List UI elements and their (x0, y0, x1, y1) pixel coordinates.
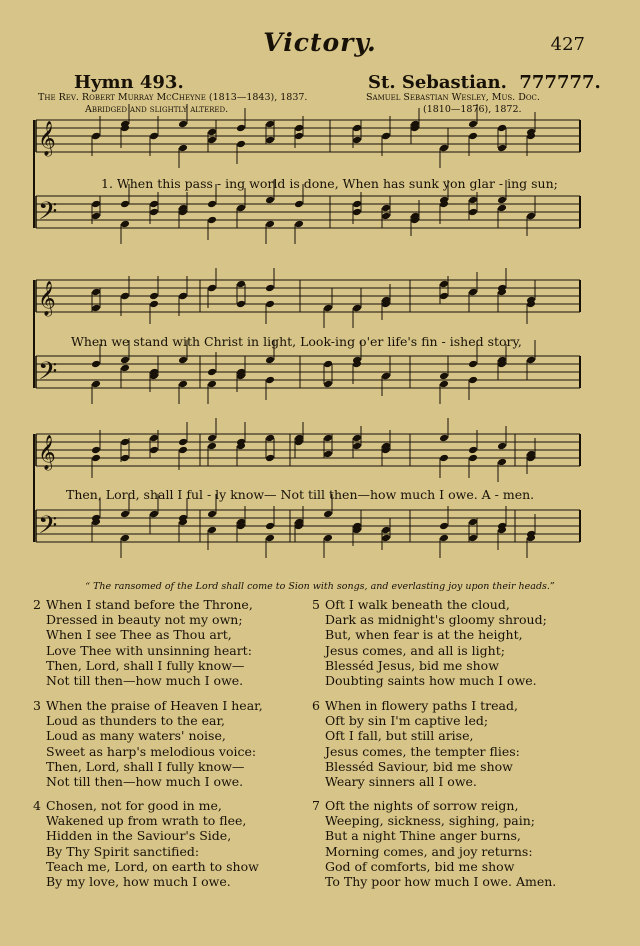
stanza-line: But, when fear is at the height, (325, 627, 523, 643)
stanza-line: Oft I fall, but still arise, (325, 728, 474, 744)
stanza-line: Not till then—how much I owe. (46, 673, 244, 689)
stanza-line: Dark as midnight's gloomy shroud; (325, 612, 547, 628)
stanza-line: When I stand before the Throne, (46, 597, 253, 612)
stanza-line: Loud as many waters' noise, (46, 728, 226, 744)
stanza-line: Then, Lord, shall I fully know— (46, 657, 245, 673)
stanza-line: But a night Thine anger burns, (325, 828, 521, 844)
author-credit: The Rev. Robert Murray McCheyne (1813—1843), 1837. (38, 92, 308, 103)
stanza-5 (312, 597, 595, 689)
stanza-line: Then, Lord, shall I fully know— (46, 758, 245, 774)
epigraph: “ The ransomed of the Lord shall come to Sion with songs, and everlasting joy upon their heads.” (85, 581, 555, 592)
stanza-line: Weeping, sickness, sighing, pain; (325, 813, 536, 829)
stanza-line: Jesus comes, the tempter flies: (325, 743, 520, 759)
stanza-6 (312, 698, 595, 790)
stanza-line: Sweet as harp's melodious voice: (46, 743, 257, 759)
stanza-line: Loud as thunders to the ear, (46, 713, 226, 729)
stanza-number: 4 (33, 798, 41, 813)
stanza-number: 7 (312, 798, 320, 813)
stanza-line: Teach me, Lord, on earth to show (46, 858, 259, 874)
stanza-line: Jesus comes, and all is light; (325, 642, 505, 658)
stanza-number: 5 (312, 597, 320, 612)
svg-text:𝄞: 𝄞 (38, 281, 56, 316)
stanza-line: Weary sinners all I owe. (325, 774, 477, 790)
svg-text:𝄢: 𝄢 (38, 197, 58, 232)
stanza-line: When I see Thee as Thou art, (46, 627, 232, 643)
stanza-line: Dressed in beauty not my own; (46, 612, 243, 628)
svg-text:𝄞: 𝄞 (38, 435, 56, 470)
svg-text:𝄢: 𝄢 (38, 511, 58, 546)
composer-dates: (1810—1876), 1872. (423, 104, 522, 115)
stanza-line: When in flowery paths I tread, (325, 698, 518, 713)
hymn-number: Hymn 493. (74, 72, 184, 93)
stanza-line: Blesséd Saviour, bid me show (325, 758, 513, 774)
svg-text:𝄢: 𝄢 (38, 357, 58, 392)
stanza-line: Oft I walk beneath the cloud, (325, 597, 510, 612)
stanza-line: By Thy Spirit sanctified: (46, 843, 200, 859)
stanza-line: By my love, how much I owe. (46, 874, 231, 890)
stanza-line: Morning comes, and joy returns: (325, 843, 533, 859)
stanza-2 (33, 597, 316, 689)
lyric-line-2: When we stand with Christ in light, Look-ing o'er life's fin - ished story, (71, 334, 522, 349)
stanza-7 (312, 798, 595, 890)
tune-title: St. Sebastian. (368, 72, 507, 93)
stanza-line: Chosen, not for good in me, (46, 798, 222, 813)
stanza-4 (33, 798, 316, 890)
composer-credit: Samuel Sebastian Wesley, Mus. Doc. (366, 92, 540, 103)
stanza-number: 2 (33, 597, 41, 612)
stanza-3 (33, 698, 316, 790)
stanza-line: Blesséd Jesus, bid me show (325, 657, 499, 673)
alteration-note: Abridged and slightly altered. (85, 104, 229, 115)
stanza-line: To Thy poor how much I owe. Amen. (325, 874, 557, 890)
stanza-line: Hidden in the Saviour's Side, (46, 828, 232, 844)
stanza-line: Love Thee with unsinning heart: (46, 642, 252, 658)
lyric-line-1: 1. When this pass - ing world is done, When has sunk yon glar - ing sun; (101, 176, 558, 191)
stanza-line: Doubting saints how much I owe. (325, 673, 537, 689)
stanza-line: God of comforts, bid me show (325, 858, 515, 874)
stanza-line: Oft by sin I'm captive led; (325, 713, 489, 729)
svg-text:𝄞: 𝄞 (38, 121, 56, 156)
stanza-line: Oft the nights of sorrow reign, (325, 798, 519, 813)
stanza-line: Not till then—how much I owe. (46, 774, 244, 790)
page-number: 427 (550, 34, 585, 55)
stanza-number: 3 (33, 698, 41, 713)
stanza-line: When the praise of Heaven I hear, (46, 698, 263, 713)
stanza-number: 6 (312, 698, 320, 713)
stanza-line: Wakened up from wrath to flee, (46, 813, 247, 829)
tune-meter: 777777. (519, 72, 601, 93)
page-title: Victory. (263, 28, 377, 57)
lyric-line-3: Then, Lord, shall I ful - ly know— Not till then—how much I owe. A - men. (66, 487, 535, 502)
